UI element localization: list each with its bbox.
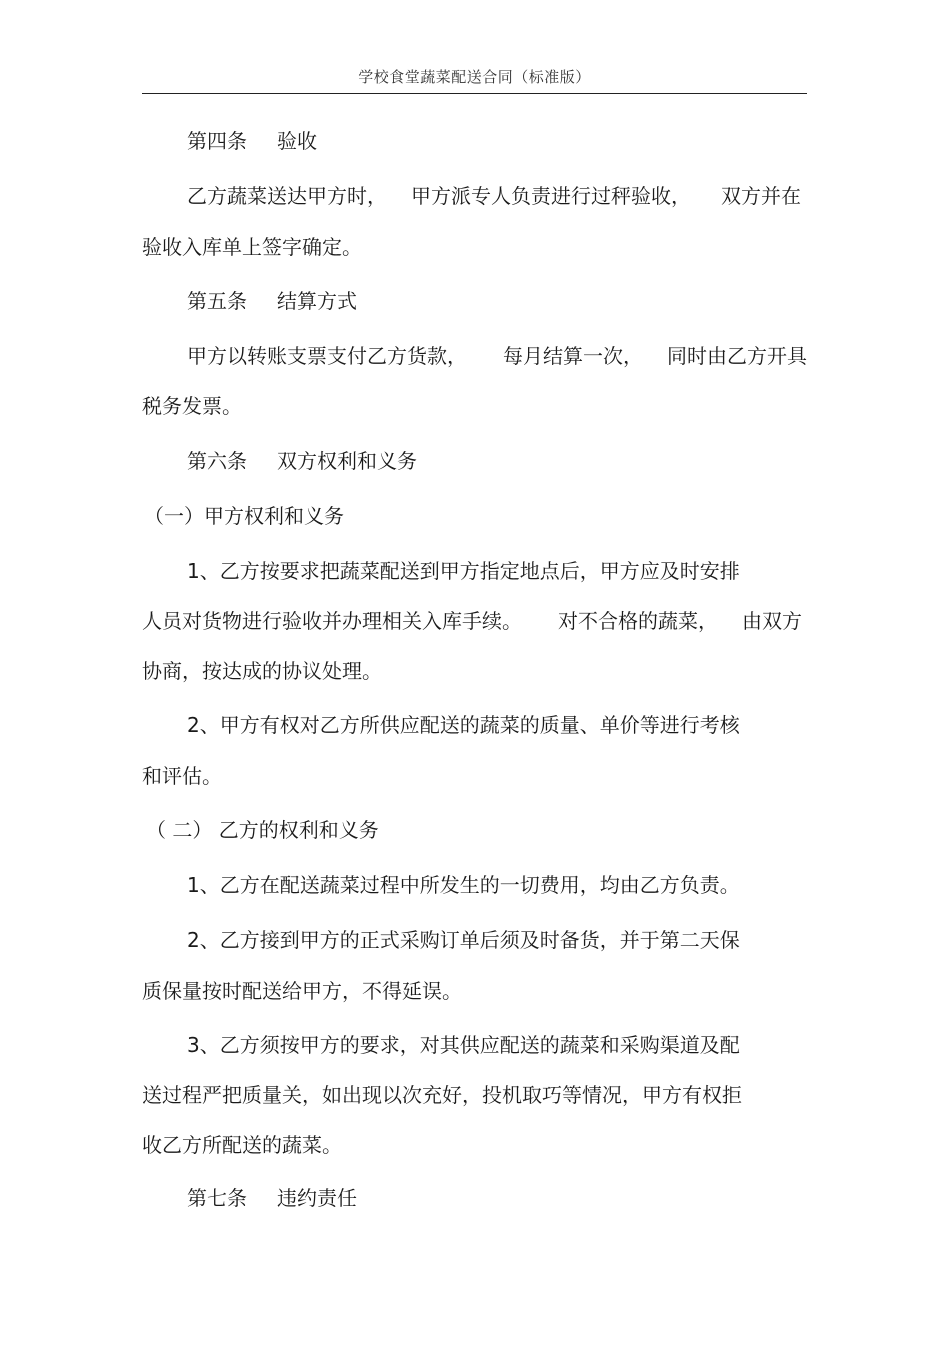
text-span: 双方并在 [721, 184, 801, 208]
article-number: 第四条 [187, 129, 247, 153]
article-title: 结算方式 [277, 289, 357, 313]
article-4-heading [187, 127, 852, 155]
article-5-paragraph-line-1 [187, 342, 852, 370]
subsection-2-item-3-line-2: 送过程严把质量关，如出现以次充好，投机取巧等情况，甲方有权拒 [142, 1083, 742, 1107]
subsection-1-item-1-line-3: 协商，按达成的协议处理。 [142, 659, 382, 683]
page-header-title: 学校食堂蔬菜配送合同（标准版） [358, 68, 591, 86]
header-divider [142, 93, 807, 94]
text-span: 由双方 [742, 609, 802, 633]
article-4-paragraph-line-1 [187, 182, 852, 210]
subsection-2-item-3-line-1: 3、乙方须按甲方的要求，对其供应配送的蔬菜和采购渠道及配 [187, 1033, 740, 1057]
text-span: 每月结算一次， [503, 344, 643, 368]
subsection-1-heading: （一）甲方权利和义务 [144, 504, 344, 528]
text-span: 对不合格的蔬菜， [558, 609, 718, 633]
text-span: 甲方以转账支票支付乙方货款， [187, 344, 467, 368]
subsection-1-item-2-line-1: 2、甲方有权对乙方所供应配送的蔬菜的质量、单价等进行考核 [187, 713, 740, 737]
subsection-1-item-2-line-2: 和评估。 [142, 764, 222, 788]
article-5-heading [187, 287, 852, 315]
article-7-heading [187, 1184, 852, 1212]
subsection-1-item-1-line-1: 1、乙方按要求把蔬菜配送到甲方指定地点后，甲方应及时安排 [187, 559, 740, 583]
article-number: 第六条 [187, 449, 247, 473]
text-span: 甲方派专人负责进行过秤验收， [411, 184, 691, 208]
article-title: 违约责任 [277, 1186, 357, 1210]
subsection-1-item-1-line-2 [142, 607, 807, 635]
text-span: 同时由乙方开具 [667, 344, 807, 368]
article-number: 第七条 [187, 1186, 247, 1210]
article-5-paragraph-line-2: 税务发票。 [142, 394, 242, 418]
text-span: 乙方蔬菜送达甲方时， [187, 184, 387, 208]
subsection-2-heading: （ 二） 乙方的权利和义务 [146, 818, 379, 842]
article-title: 验收 [277, 129, 317, 153]
subsection-2-item-2-line-2: 质保量按时配送给甲方，不得延误。 [142, 979, 462, 1003]
text-span: 人员对货物进行验收并办理相关入库手续。 [142, 609, 522, 633]
subsection-2-item-3-line-3: 收乙方所配送的蔬菜。 [142, 1133, 342, 1157]
article-title: 双方权利和义务 [277, 449, 417, 473]
subsection-2-item-1: 1、乙方在配送蔬菜过程中所发生的一切费用，均由乙方负责。 [187, 873, 740, 897]
article-number: 第五条 [187, 289, 247, 313]
article-4-paragraph-line-2: 验收入库单上签字确定。 [142, 235, 362, 259]
subsection-2-item-2-line-1: 2、乙方接到甲方的正式采购订单后须及时备货，并于第二天保 [187, 928, 740, 952]
article-6-heading [187, 447, 852, 475]
